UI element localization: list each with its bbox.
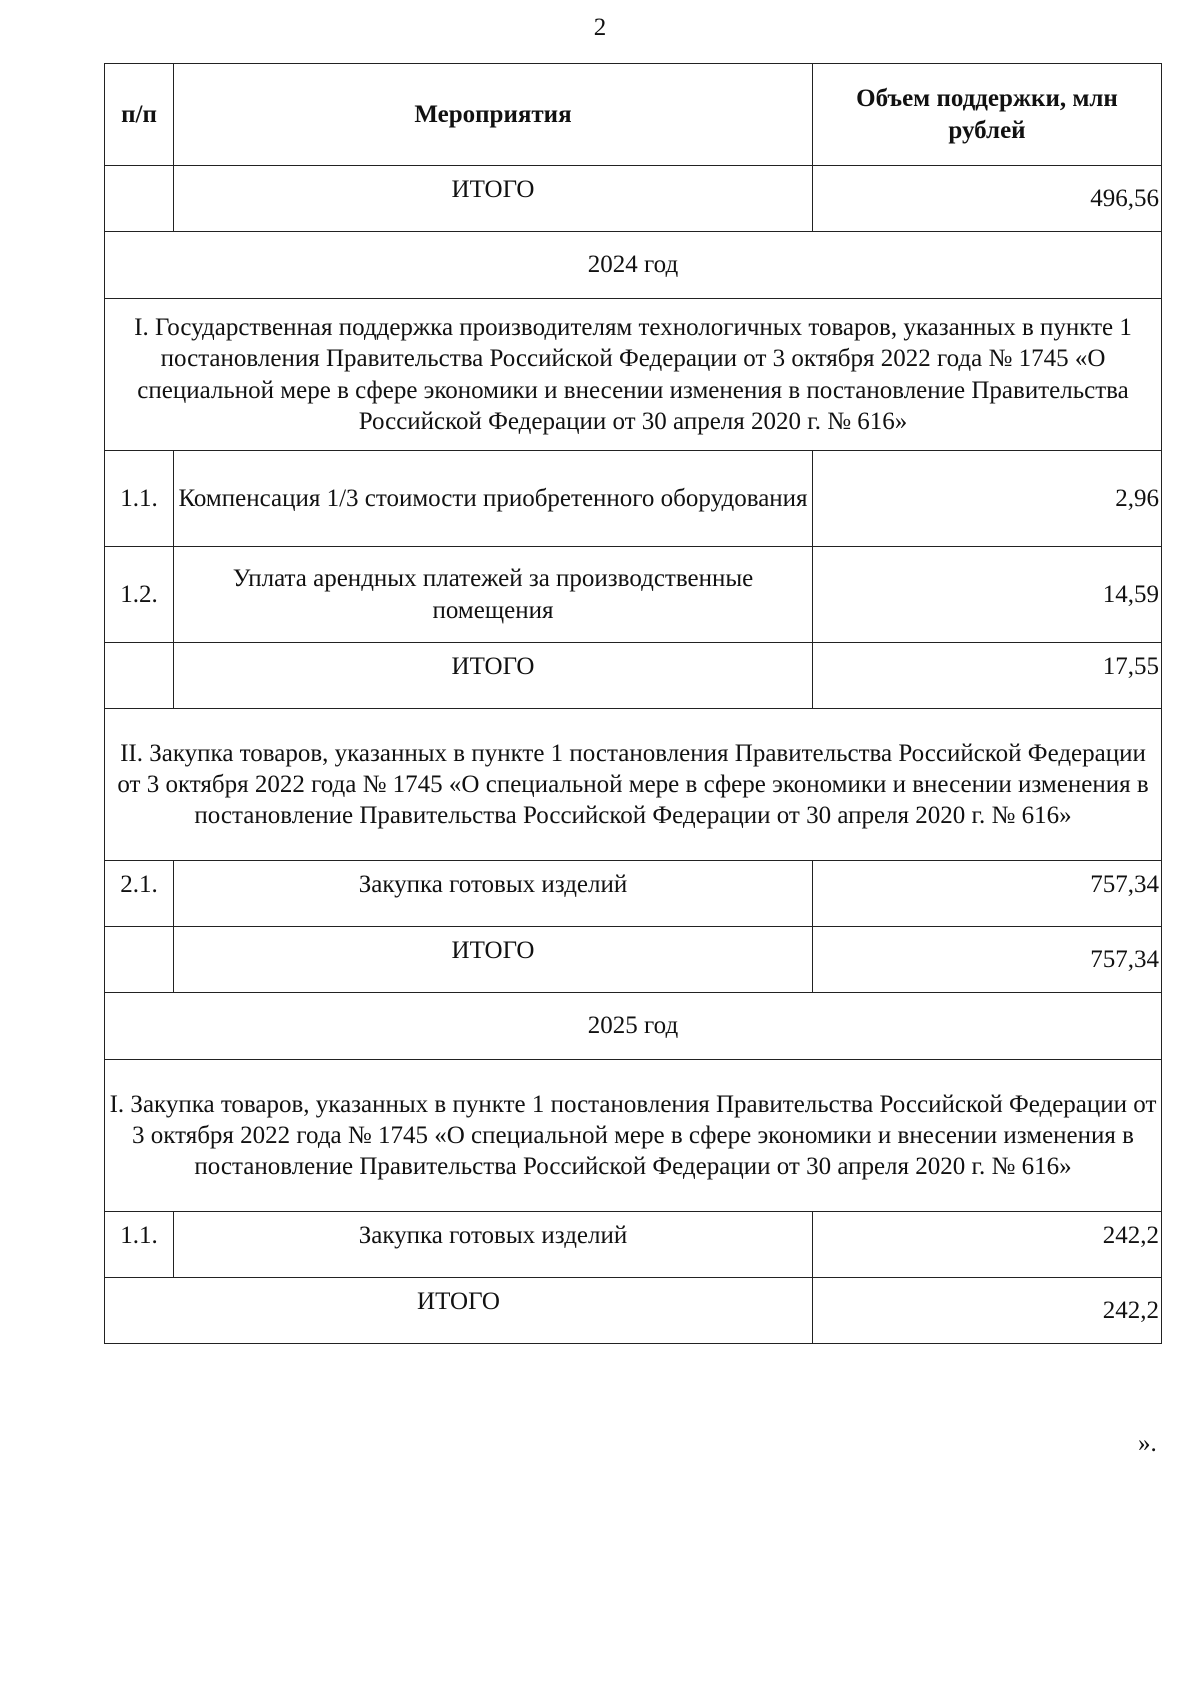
empty-cell — [105, 643, 174, 709]
year-row-2024 — [105, 232, 1162, 299]
row-value: 242,2 — [813, 1212, 1162, 1278]
empty-cell — [105, 166, 174, 232]
row-num: 1.1. — [105, 451, 174, 547]
total-value: 496,56 — [813, 166, 1162, 232]
header-volume: Объем поддержки, млн рублей — [813, 64, 1162, 166]
section-row — [105, 299, 1162, 451]
year-label: 2024 год — [105, 232, 1162, 299]
section-title: II. Закупка товаров, указанных в пункте 1 постановления Правительства Российской Федерации от 3 октября 2022 года № 1745 «О специальной мере в сфере экономики и внесении изменения в постановление Правительства Российской Федерации от 30 апреля 2020 г. № 616» — [105, 709, 1162, 861]
total-label: ИТОГО — [174, 166, 813, 232]
table-row — [105, 451, 1162, 547]
table-header-row — [105, 64, 1162, 166]
table-row — [105, 547, 1162, 643]
row-value: 757,34 — [813, 861, 1162, 927]
row-activity: Уплата арендных платежей за производственные помещения — [174, 547, 813, 643]
closing-quote: ». — [1138, 1430, 1157, 1457]
year-row-2025 — [105, 993, 1162, 1060]
total-value: 17,55 — [813, 643, 1162, 709]
total-row — [105, 643, 1162, 709]
table-row — [105, 1212, 1162, 1278]
total-value: 242,2 — [813, 1278, 1162, 1344]
section-row — [105, 1060, 1162, 1212]
top-total-row — [105, 166, 1162, 232]
total-label: ИТОГО — [174, 643, 813, 709]
support-volume-table — [104, 63, 1162, 1344]
table-row — [105, 861, 1162, 927]
year-label: 2025 год — [105, 993, 1162, 1060]
header-activities: Мероприятия — [174, 64, 813, 166]
section-row — [105, 709, 1162, 861]
total-label: ИТОГО — [174, 927, 813, 993]
row-activity: Закупка готовых изделий — [174, 1212, 813, 1278]
row-num: 1.1. — [105, 1212, 174, 1278]
section-title: I. Закупка товаров, указанных в пункте 1 постановления Правительства Российской Федерации от 3 октября 2022 года № 1745 «О специальной мере в сфере экономики и внесении изменения в постановление Правительства Российской Федерации от 30 апреля 2020 г. № 616» — [105, 1060, 1162, 1212]
total-value: 757,34 — [813, 927, 1162, 993]
row-num: 2.1. — [105, 861, 174, 927]
row-num: 1.2. — [105, 547, 174, 643]
total-label: ИТОГО — [105, 1278, 813, 1344]
row-activity: Закупка готовых изделий — [174, 861, 813, 927]
page-number: 2 — [593, 14, 607, 41]
total-row — [105, 927, 1162, 993]
row-value: 14,59 — [813, 547, 1162, 643]
empty-cell — [105, 927, 174, 993]
total-row — [105, 1278, 1162, 1344]
header-num: п/п — [105, 64, 174, 166]
section-title: I. Государственная поддержка производителям технологичных товаров, указанных в пункте 1 постановления Правительства Российской Федерации от 3 октября 2022 года № 1745 «О специальной мере в сфере экономики и внесении изменения в постановление Правительства Российской Федерации от 30 апреля 2020 г. № 616» — [105, 299, 1162, 451]
row-value: 2,96 — [813, 451, 1162, 547]
row-activity: Компенсация 1/3 стоимости приобретенного оборудования — [174, 451, 813, 547]
